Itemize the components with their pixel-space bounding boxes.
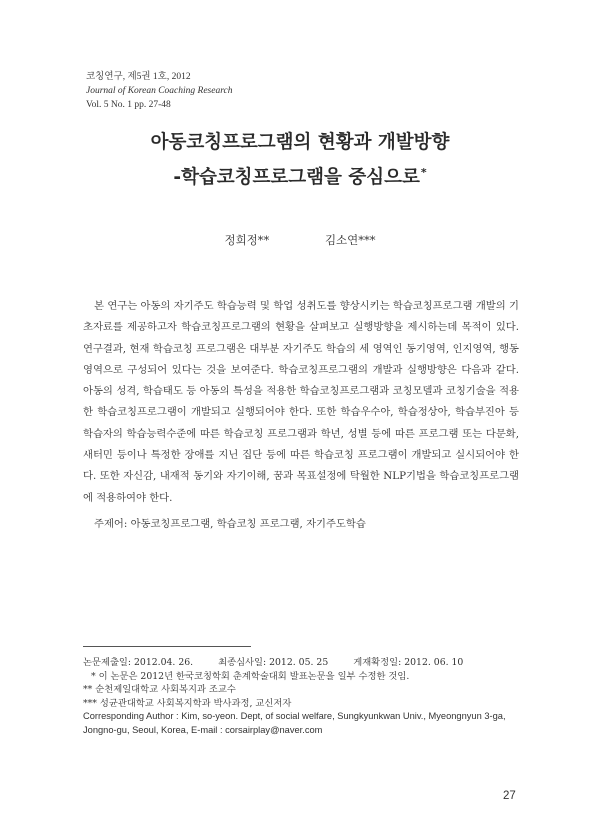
page-number: 27 — [503, 790, 516, 802]
date-submitted: 논문제출일: 2012.04. 26. — [83, 657, 194, 668]
date-accepted: 게재확정일: 2012. 06. 10 — [353, 657, 464, 668]
footnote-1: * 이 논문은 2012년 한국코칭학회 춘계학술대회 발표논문을 일부 수정한 것임. — [91, 670, 410, 682]
corresponding-author: Corresponding Author : Kim, so-yeon. Dept, of social welfare, Sungkyunkwan Univ., Myeongnyun 3-ga, Jongno-gu, Seoul, Korea, E-mail : corsairplay@naver.com — [83, 711, 506, 735]
title-line-1: 아동코칭프로그램의 현황과 개발방향 — [150, 132, 450, 153]
footnote-2: ** 순천제일대학교 사회복지과 조교수 — [83, 684, 236, 696]
author-list — [0, 232, 600, 248]
author-1: 정희정** — [224, 233, 270, 247]
author-2: 김소연*** — [324, 233, 376, 247]
title-line-2-text: -학습코칭프로그램을 중심으로 — [173, 167, 420, 188]
title-line-2 — [0, 163, 600, 189]
submission-dates — [83, 656, 523, 670]
journal-korean: 코칭연구, 제5권 1호, 2012 — [86, 72, 191, 82]
footnote-divider — [83, 646, 251, 647]
journal-header — [86, 70, 233, 112]
keywords: 주제어: 아동코칭프로그램, 학습코칭 프로그램, 자기주도학습 — [94, 518, 366, 530]
journal-english: Journal of Korean Coaching Research — [86, 86, 233, 96]
title-footnote-mark: * — [420, 165, 427, 179]
footnote-3: *** 성균관대학교 사회복지학과 박사과정, 교신저자 — [83, 697, 292, 709]
footnotes — [83, 656, 523, 738]
abstract: 본 연구는 아동의 자기주도 학습능력 및 학업 성취도를 향상시키는 학습코칭프로그램 개발의 기초자료를 제공하고자 학습코칭프로그램의 현황을 살펴보고 실행방향을 제시하는데 목적이 있다. 연구결과, 현재 학습코칭 프로그램은 대부분 자기주도 학습의 세 영역인 동기영역, 인지영역, 행동영역으로 구성되어 있다는 것을 보여준다. 학습코칭프로그램의 개발과 실행방향은 다음과 같다. 아동의 성격, 학습태도 등 아동의 특성을 적용한 학습코칭프로그램과 코칭모델과 코칭기술을 적용한 학습코칭프로그램이 개발되고 실행되어야 한다. 또한 학습우수아, 학습정상아, 학습부진아 등 학습자의 학습능력수준에 따른 학습코칭 프로그램과 학년, 성별 등에 따른 프로그램 또는 다문화, 새터민 등이나 특정한 장애를 지닌 집단 등에 따른 학습코칭 프로그램이 개발되고 실시되어야 한다. 또한 자신감, 내재적 동기와 자기이해, 꿈과 목표설정에 탁월한 NLP기법을 학습코칭프로그램에 적용하여야 한다. — [83, 300, 519, 504]
journal-volume: Vol. 5 No. 1 pp. 27-48 — [86, 100, 171, 110]
date-reviewed: 최종심사일: 2012. 05. 25 — [218, 657, 329, 668]
